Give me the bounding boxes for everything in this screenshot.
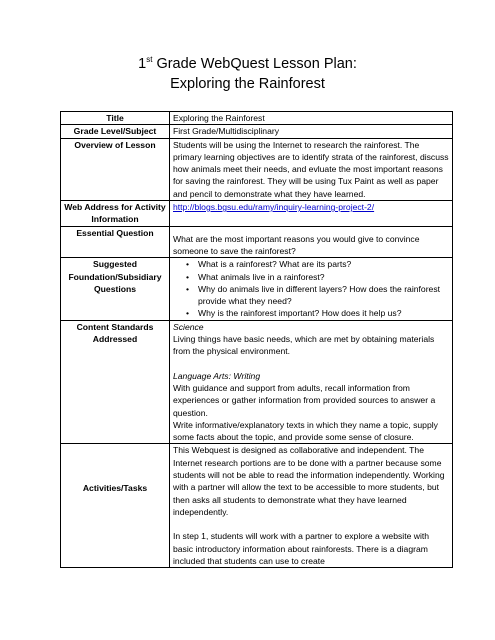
label-suggested: Suggested Foundation/Subsidiary Questions — [61, 258, 170, 320]
language-arts-text-1: With guidance and support from adults, recall information from experiences or gather information from provided sources to answer a question. — [173, 382, 436, 418]
list-item: • Why is the rainforest important? How does it help us? — [198, 307, 449, 319]
lesson-plan-table — [60, 111, 453, 568]
value-standards — [170, 320, 453, 444]
title-line-1 — [0, 54, 495, 74]
value-activities — [170, 444, 453, 568]
label-grade: Grade Level/Subject — [61, 125, 170, 138]
suggested-question-list — [173, 258, 449, 319]
label-essential: Essential Question — [61, 226, 170, 258]
label-activities: Activities/Tasks — [61, 444, 170, 568]
row-grade — [61, 125, 453, 138]
activities-paragraph-2: In step 1, students will work with a partner to explore a website with basic introductory information about rainforests. There is a diagram included that students can use to create — [173, 531, 430, 566]
language-arts-heading: Language Arts: Writing — [173, 370, 261, 381]
label-standards: Content Standards Addressed — [61, 320, 170, 444]
value-essential: What are the most important reasons you would give to convince someone to save the rainforest? — [170, 226, 453, 258]
row-activities — [61, 444, 453, 568]
value-title: Exploring the Rainforest — [170, 112, 453, 125]
value-suggested — [170, 258, 453, 320]
row-web — [61, 201, 453, 227]
label-title: Title — [61, 112, 170, 125]
value-grade: First Grade/Multidisciplinary — [170, 125, 453, 138]
row-overview — [61, 138, 453, 200]
spacer — [173, 518, 449, 530]
row-standards — [61, 320, 453, 444]
row-suggested — [61, 258, 453, 320]
value-web — [170, 201, 453, 227]
label-overview: Overview of Lesson — [61, 138, 170, 200]
label-web: Web Address for Activity Information — [61, 201, 170, 227]
science-text: Living things have basic needs, which are met by obtaining materials from the physical environment. — [173, 334, 435, 357]
title-line-1-text: Grade WebQuest Lesson Plan: — [152, 56, 357, 72]
list-item: • What is a rainforest? What are its parts? — [198, 258, 449, 270]
activity-link[interactable]: http://blogs.bgsu.edu/ramy/inquiry-learning-project-2/ — [173, 202, 375, 213]
row-essential — [61, 226, 453, 258]
activities-paragraph-1: This Webquest is designed as collaborative and independent. The Internet research portions are to be done with a partner because some students will not be able to read the information independently. Working with a partner will allow the text to be accessible to more students, but then asks all students to demonstrate what they have learned independently. — [173, 445, 445, 517]
title-superscript: st — [146, 55, 153, 64]
title-grade-number: 1 — [138, 56, 147, 72]
row-title — [61, 112, 453, 125]
spacer — [173, 358, 449, 370]
list-item: • What animals live in a rainforest? — [198, 271, 449, 283]
list-item: • Why do animals live in different layers? How does the rainforest provide what they need? — [198, 283, 449, 308]
title-line-2: Exploring the Rainforest — [170, 76, 325, 92]
science-heading: Science — [173, 321, 204, 332]
value-overview: Students will be using the Internet to research the rainforest. The primary learning objectives are to identify strata of the rainforest, discuss how animals meet their needs, and evluate the most important reasons for saving the rainforest. They will be using Tux Paint as well as paper and pencil to demonstrate what they have learned. — [170, 138, 453, 200]
document-title — [0, 54, 495, 94]
language-arts-text-2: Write informative/explanatory texts in which they name a topic, supply some facts about the topic, and provide some sense of closure. — [173, 419, 438, 443]
